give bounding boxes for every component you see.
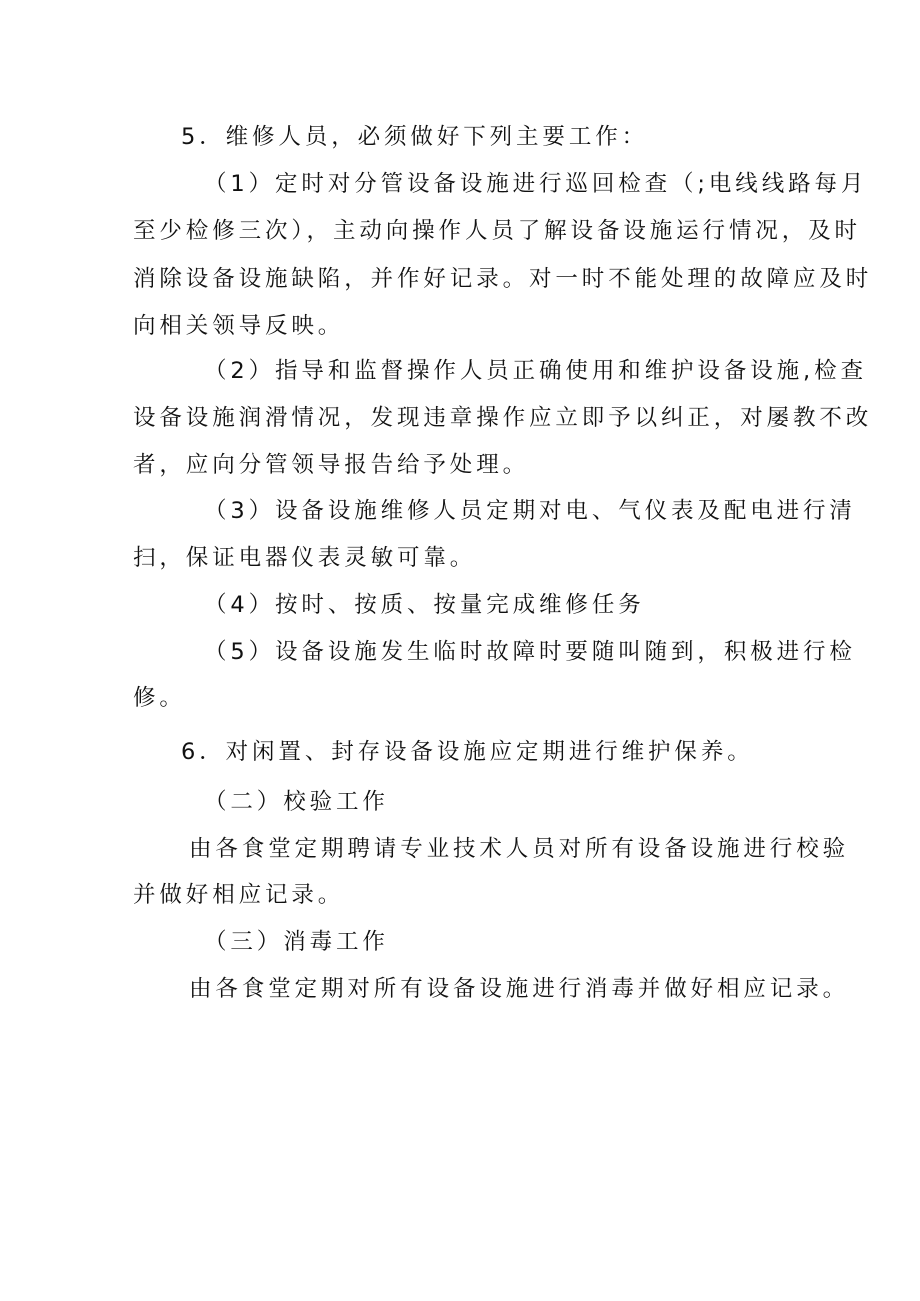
item-5-4-line-1: （4）按时、按质、按量完成维修任务 xyxy=(204,592,645,618)
item-5-5-line-1: （5）设备设施发生临时故障时要随叫随到，积极进行检 xyxy=(204,639,856,665)
section-3-line-1: 由各食堂定期对所有设备设施进行消毒并做好相应记录。 xyxy=(189,976,850,1002)
item-5-1-line-4: 向相关领导反映。 xyxy=(133,313,345,339)
item-5-2-line-3: 者，应向分管领导报告给予处理。 xyxy=(133,452,530,478)
section-2-line-1: 由各食堂定期聘请专业技术人员对所有设备设施进行校验 xyxy=(189,836,850,862)
section-2-line-2: 并做好相应记录。 xyxy=(133,882,345,908)
item-5-heading: 5．维修人员，必须做好下列主要工作： xyxy=(181,124,649,150)
item-5-2-line-1: （2）指导和监督操作人员正确使用和维护设备设施,检查 xyxy=(204,358,867,384)
item-5-3-line-2: 扫，保证电器仪表灵敏可靠。 xyxy=(133,545,477,571)
section-2-heading: （二）校验工作 xyxy=(204,789,389,815)
item-5-3-line-1: （3）设备设施维修人员定期对电、气仪表及配电进行清 xyxy=(204,498,856,524)
item-6-heading: 6．对闲置、封存设备设施应定期进行维护保养。 xyxy=(181,739,754,765)
item-5-1-line-2: 至少检修三次），主动向操作人员了解设备设施运行情况，及时 xyxy=(133,218,861,244)
item-5-1-line-3: 消除设备设施缺陷，并作好记录。对一时不能处理的故障应及时 xyxy=(133,266,873,292)
item-5-5-line-2: 修。 xyxy=(133,685,186,711)
item-5-1-line-1: （1）定时对分管设备设施进行巡回检查（;电线线路每月 xyxy=(204,171,868,197)
section-3-heading: （三）消毒工作 xyxy=(204,929,389,955)
item-5-2-line-2: 设备设施润滑情况，发现违章操作应立即予以纠正，对屡教不改 xyxy=(133,405,873,431)
